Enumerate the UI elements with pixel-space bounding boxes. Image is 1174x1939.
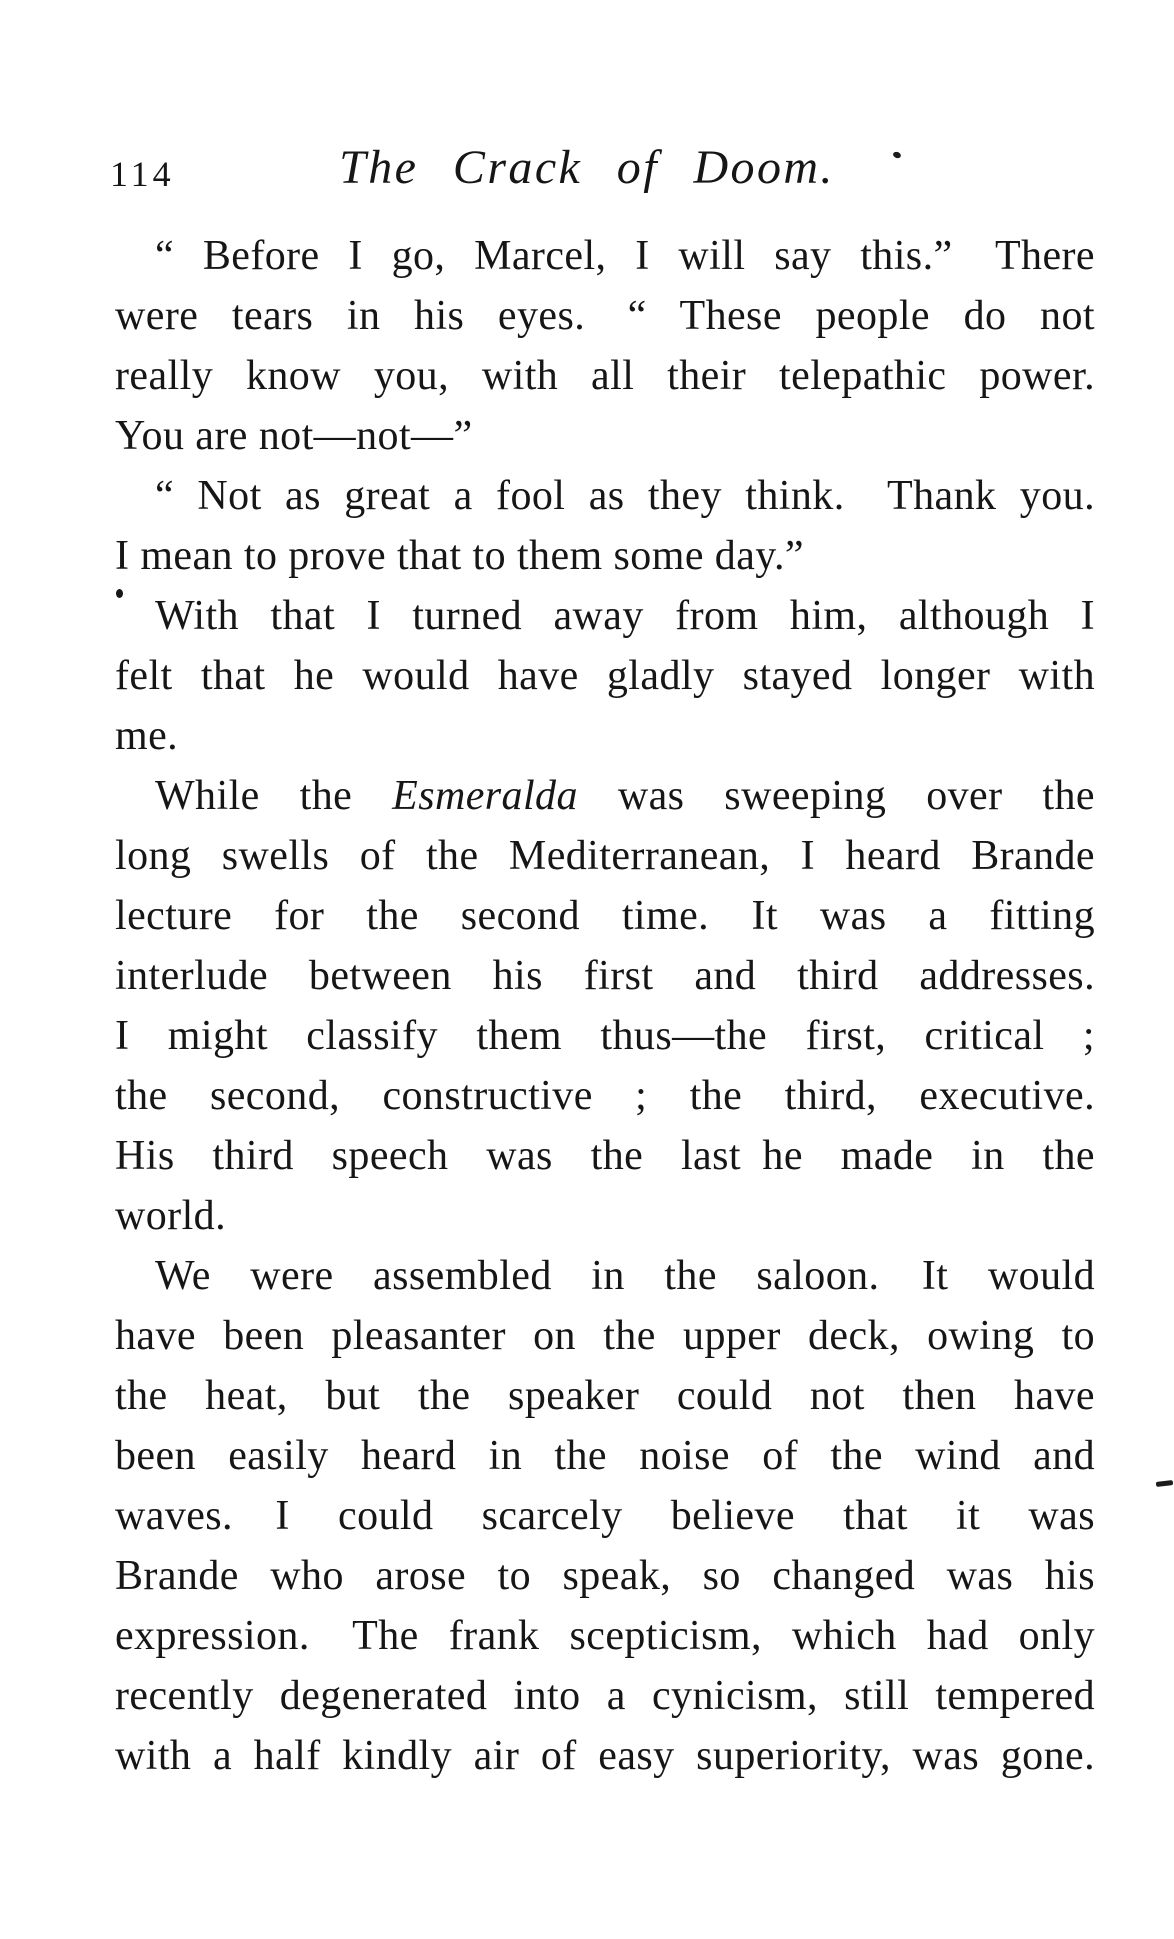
- text-segment: me.: [115, 713, 179, 759]
- text-segment: the heat, but the speaker could not then have: [115, 1373, 1095, 1419]
- margin-pencil-mark: [1156, 1480, 1173, 1487]
- text-segment: waves. I could scarcely believe that it was: [115, 1493, 1095, 1539]
- text-segment: the second, constructive ; the third, executive.: [115, 1073, 1095, 1119]
- text-segment: have been pleasanter on the upper deck, owing to: [115, 1313, 1095, 1359]
- text-block: [115, 226, 1095, 1786]
- text-segment: recently degenerated into a cynicism, still tempered: [115, 1673, 1095, 1719]
- text-segment: His third speech was the last he made in the: [115, 1133, 1095, 1179]
- text-line: [115, 1486, 1095, 1546]
- text-segment: felt that he would have gladly stayed longer with: [115, 653, 1095, 699]
- text-line: [115, 886, 1095, 946]
- text-line: [115, 1666, 1095, 1726]
- text-segment: long swells of the Mediterranean, I heard Brande: [115, 833, 1095, 879]
- text-line: [115, 406, 1095, 466]
- text-segment: been easily heard in the noise of the wind and: [115, 1433, 1095, 1479]
- text-segment: I mean to prove that to them some day.”: [115, 533, 804, 579]
- text-line: [115, 946, 1095, 1006]
- text-segment: Brande who arose to speak, so changed was his: [115, 1553, 1095, 1599]
- text-line: [115, 706, 1095, 766]
- text-line: [115, 1186, 1095, 1246]
- stray-ink-dot: [116, 589, 123, 598]
- text-line: [115, 1606, 1095, 1666]
- text-line: [115, 1066, 1095, 1126]
- text-line: [115, 1126, 1095, 1186]
- text-line: [115, 1726, 1095, 1786]
- text-segment: You are not—not—”: [115, 413, 473, 459]
- text-segment: While the: [155, 773, 393, 819]
- text-line: [115, 526, 1095, 586]
- running-title: The Crack of Doom.: [339, 141, 835, 194]
- text-segment: interlude between his first and third addresses.: [115, 953, 1095, 999]
- text-line: [115, 466, 1095, 526]
- text-segment: With that I turned away from him, although I: [155, 593, 1095, 639]
- text-line: [115, 1366, 1095, 1426]
- text-segment: “ Before I go, Marcel, I will say this.” There: [155, 233, 1095, 279]
- text-line: [115, 766, 1095, 826]
- italic-text: Esmeralda: [392, 773, 578, 819]
- text-line: [115, 646, 1095, 706]
- paragraph: [115, 766, 1095, 1246]
- text-line: [115, 1426, 1095, 1486]
- text-line: [115, 1546, 1095, 1606]
- text-segment: “ Not as great a fool as they think. Thank you.: [155, 473, 1095, 519]
- ink-speck: [892, 151, 902, 159]
- text-segment: lecture for the second time. It was a fitting: [115, 893, 1095, 939]
- paragraph: [115, 226, 1095, 466]
- text-segment: We were assembled in the saloon. It would: [155, 1253, 1095, 1299]
- page-number: 114: [110, 154, 175, 194]
- text-line: [115, 286, 1095, 346]
- text-segment: was sweeping over the: [577, 773, 1095, 819]
- text-segment: I might classify them thus—the first, critical ;: [115, 1013, 1095, 1059]
- text-line: [115, 1306, 1095, 1366]
- text-line: [115, 346, 1095, 406]
- text-segment: with a half kindly air of easy superiority, was gone.: [115, 1733, 1095, 1779]
- text-segment: really know you, with all their telepathic power.: [115, 353, 1095, 399]
- text-line: [115, 1246, 1095, 1306]
- text-line: [115, 1006, 1095, 1066]
- text-line: [115, 826, 1095, 886]
- paragraph: [115, 1246, 1095, 1786]
- text-line: [115, 586, 1095, 646]
- paragraph: [115, 586, 1095, 766]
- text-segment: world.: [115, 1193, 227, 1239]
- text-segment: expression. The frank scepticism, which had only: [115, 1613, 1095, 1659]
- text-line: [115, 226, 1095, 286]
- text-segment: were tears in his eyes. “ These people do not: [115, 293, 1095, 339]
- paragraph: [115, 466, 1095, 586]
